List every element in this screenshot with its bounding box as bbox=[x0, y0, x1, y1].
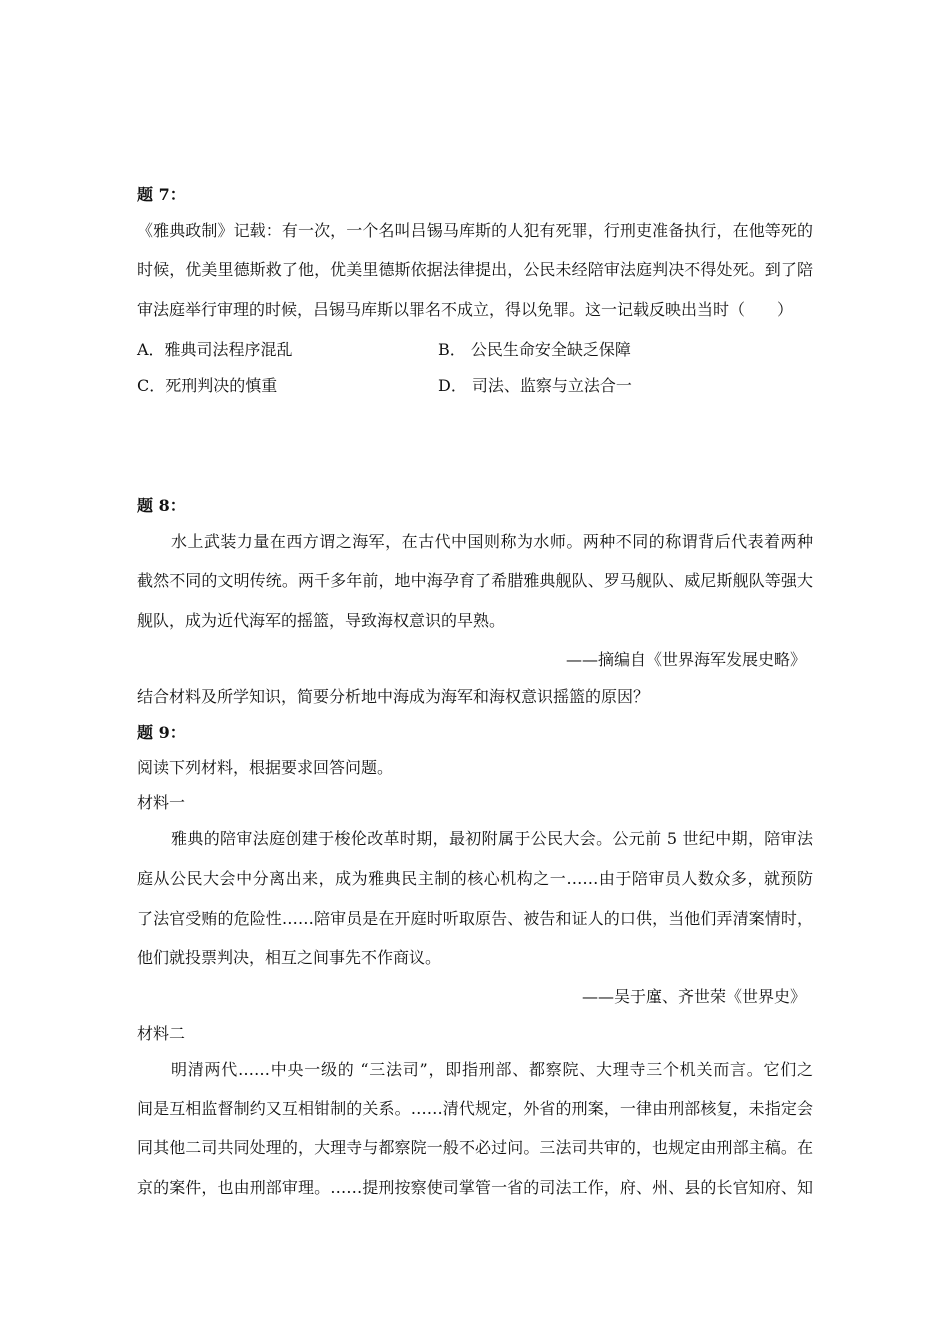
q7-text-line-1: 《雅典政制》记载：有一次，一个名叫吕锡马库斯的人犯有死罪，行刑吏准备执行，在他等死的 bbox=[137, 221, 813, 240]
q7-text-line-3: 审法庭举行审理的时候，吕锡马库斯以罪名不成立，得以免罪。这一记载反映出当时（ ） bbox=[137, 300, 794, 319]
q9-material2-label: 材料二 bbox=[137, 1024, 186, 1043]
q9-material1-line-4: 他们就投票判决，相互之间事先不作商议。 bbox=[137, 948, 442, 967]
q9-material1-line-1: 雅典的陪审法庭创建于梭伦改革时期，最初附属于公民大会。公元前 5 世纪中期，陪审法 bbox=[171, 829, 813, 848]
q7-option-d: D． 司法、监察与立法合一 bbox=[438, 376, 632, 395]
q8-text-line-1: 水上武装力量在西方谓之海军，在古代中国则称为水师。两种不同的称谓背后代表着两种 bbox=[171, 532, 813, 551]
q8-text-line-3: 舰队，成为近代海军的摇篮，导致海权意识的早熟。 bbox=[137, 611, 506, 630]
q7-option-b: B． 公民生命安全缺乏保障 bbox=[438, 340, 631, 359]
q9-material2-line-1: 明清两代……中央一级的 “三法司”，即指刑部、都察院、大理寺三个机关而言。它们之 bbox=[171, 1060, 813, 1079]
q9-material2-line-4: 京的案件，也由刑部审理。……提刑按察使司掌管一省的司法工作，府、州、县的长官知府、知 bbox=[137, 1178, 813, 1197]
q7-option-a: A．雅典司法程序混乱 bbox=[137, 340, 293, 359]
q7-heading: 题 7： bbox=[137, 185, 186, 204]
q7-text-line-2: 时候，优美里德斯救了他，优美里德斯依据法律提出，公民未经陪审法庭判决不得处死。到了陪 bbox=[137, 260, 813, 279]
q9-material1-line-2: 庭从公民大会中分离出来，成为雅典民主制的核心机构之一……由于陪审员人数众多，就预防 bbox=[137, 869, 813, 888]
q7-option-c: C．死刑判决的慎重 bbox=[137, 376, 278, 395]
q8-text-line-2: 截然不同的文明传统。两千多年前，地中海孕育了希腊雅典舰队、罗马舰队、威尼斯舰队等强大 bbox=[137, 571, 813, 590]
q9-material1-line-3: 了法官受贿的危险性……陪审员是在开庭时听取原告、被告和证人的口供，当他们弄清案情时， bbox=[137, 909, 813, 928]
q8-heading: 题 8： bbox=[137, 496, 186, 515]
q9-material1-source: ——吴于廑、齐世荣《世界史》 bbox=[581, 987, 806, 1006]
q9-material2-line-2: 间是互相监督制约又互相钳制的关系。……清代规定，外省的刑案，一律由刑部核复，未指定会 bbox=[137, 1099, 813, 1118]
q8-question: 结合材料及所学知识，简要分析地中海成为海军和海权意识摇篮的原因？ bbox=[137, 687, 650, 706]
q9-material2-line-3: 同其他二司共同处理的，大理寺与都察院一般不必过问。三法司共审的，也规定由刑部主稿。在 bbox=[137, 1138, 813, 1157]
q9-material1-label: 材料一 bbox=[137, 793, 186, 812]
q9-heading: 题 9： bbox=[137, 723, 186, 742]
q9-intro: 阅读下列材料，根据要求回答问题。 bbox=[137, 758, 394, 777]
q8-source: ——摘编自《世界海军发展史略》 bbox=[565, 650, 806, 669]
